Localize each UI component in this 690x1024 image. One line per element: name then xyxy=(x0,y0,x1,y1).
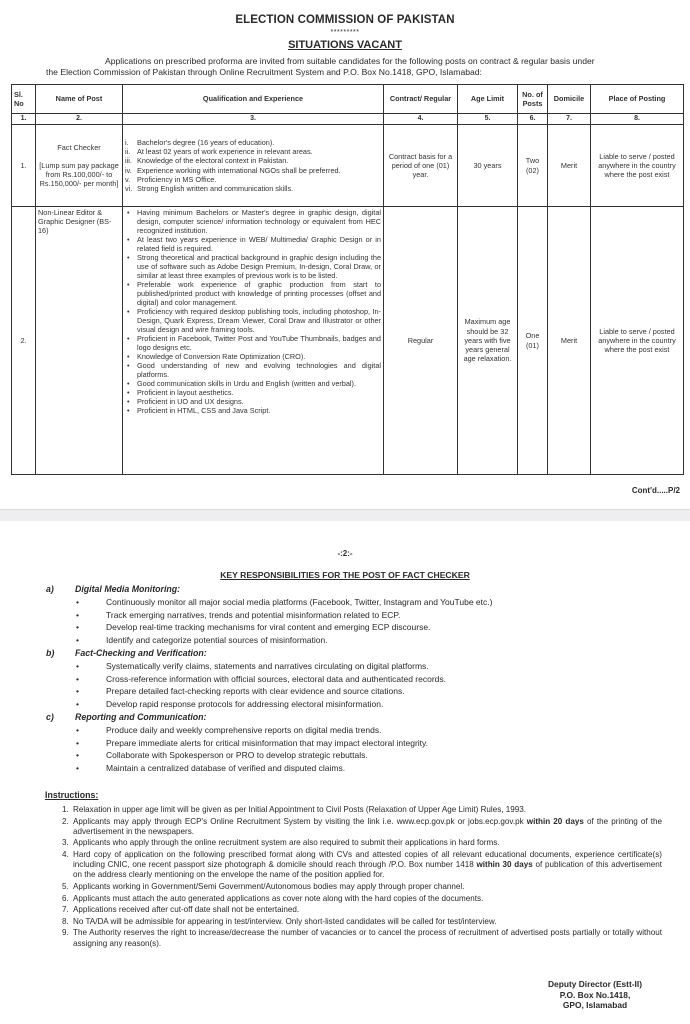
bullet-icon: • xyxy=(127,235,130,244)
qualification-item xyxy=(125,307,381,334)
list-item xyxy=(76,661,446,674)
item-text: of the printing of the advertisement in the newspapers. xyxy=(73,816,663,836)
qualification-item xyxy=(125,175,381,184)
list-item xyxy=(76,622,492,635)
item-text: Knowledge of Conversion Rate Optimization (CRO). xyxy=(137,352,306,361)
item-number: 7. xyxy=(62,905,69,915)
place-of-posting-cell: Liable to serve / posted anywhere in the country where the post exist xyxy=(591,125,684,207)
instructions-heading: Instructions: xyxy=(45,790,99,800)
item-text: Applications received after cut-off date shall not be entertained. xyxy=(73,905,300,915)
item-text: Knowledge of the electoral context in Pakistan. xyxy=(137,156,289,166)
item-text: Applicants who apply through the online recruitment system are also required to submit their applications in hard forms. xyxy=(73,838,500,848)
responsibility-list xyxy=(76,661,446,712)
item-text: Proficiency in MS Office. xyxy=(137,174,217,184)
post-name-cell: Non-Linear Editor & Graphic Designer (BS-16) xyxy=(36,207,123,475)
item-text: Preferable work experience of graphic production from start to published/printed product with knowledge of printing processes (offset and digital) and color management. xyxy=(137,280,381,307)
bullet-icon: • xyxy=(76,673,79,684)
list-item xyxy=(76,674,446,687)
column-number: 8. xyxy=(591,114,684,125)
list-item xyxy=(76,750,428,763)
item-text: The Authority reserves the right to increase/decrease the number of vacancies or to cancel the process of recruitment of advertised posts partially or totally without assigning any reason(s). xyxy=(73,928,662,948)
sl-no-cell: 1. xyxy=(12,125,36,207)
continued-note: Cont'd.....P/2 xyxy=(631,486,680,495)
column-number: 1. xyxy=(12,114,36,125)
vacancies-table xyxy=(11,84,684,475)
item-number: i. xyxy=(125,137,129,147)
column-number: 5. xyxy=(458,114,518,125)
item-text: Cross-reference information with official sources, electoral data and authenticated records. xyxy=(106,673,447,684)
item-text: Proficient in Facebook, Twitter Post and YouTube Thumbnails, badges and logo designs etc. xyxy=(137,334,381,352)
item-text: Maintain a centralized database of verified and disputed claims. xyxy=(106,763,346,774)
item-text: Applicants working in Government/Semi Government/Autonomous bodies may apply through proper channel. xyxy=(73,881,465,891)
section-letter: b) xyxy=(46,648,55,658)
column-number: 7. xyxy=(548,114,591,125)
item-text: Proficient in HTML, CSS and Java Script. xyxy=(137,406,271,415)
section-title: Reporting and Communication: xyxy=(75,712,207,722)
column-number: 3. xyxy=(123,114,384,125)
item-text: Strong theoretical and practical background in graphic design including the use of software such as Adobe Design Premium, In-design, Coral Draw, or similar at least three examples of previous work is to be listed. xyxy=(137,253,381,280)
responsibility-list xyxy=(76,725,428,776)
instruction-item xyxy=(62,805,662,815)
bullet-icon: • xyxy=(76,725,79,735)
list-item xyxy=(76,686,446,699)
header-contract-regular: Contract/ Regular xyxy=(384,85,458,114)
item-number: 6. xyxy=(62,893,69,903)
instruction-item xyxy=(62,838,662,848)
qualification-item xyxy=(125,280,381,307)
item-text: Experience working with international NGOs shall be preferred. xyxy=(137,165,341,175)
bullet-icon: • xyxy=(127,253,130,262)
table-row xyxy=(12,125,684,207)
item-text: Applicants may apply through ECP's Online Recruitment System by visiting the link i.e. www.ecp.gov.pk or jobs.ecp.gov.pk xyxy=(73,816,527,826)
bullet-icon: • xyxy=(76,661,79,671)
bullet-icon: • xyxy=(127,208,130,217)
qualification-cell xyxy=(123,207,384,475)
domicile-cell: Merit xyxy=(548,125,591,207)
item-text: Proficient in layout aesthetics. xyxy=(137,388,234,397)
item-number: 5. xyxy=(62,881,69,891)
bullet-icon: • xyxy=(76,750,79,761)
item-text: Strong English written and communication skills. xyxy=(137,183,294,193)
signature-block xyxy=(520,979,670,1011)
item-number: iii. xyxy=(125,156,132,166)
responsibility-list xyxy=(76,597,492,648)
qualification-item xyxy=(125,166,381,175)
age-limit-cell: Maximum age should be 32 years with five years general age relaxation. xyxy=(458,207,518,475)
instruction-item xyxy=(62,894,662,904)
list-item xyxy=(76,699,446,712)
page-number: -:2:- xyxy=(337,549,353,558)
table-header-row xyxy=(12,85,684,114)
bullet-icon: • xyxy=(76,686,79,697)
qualification-item xyxy=(125,235,381,253)
no-of-posts-cell: One (01) xyxy=(518,207,548,475)
qualification-item xyxy=(125,406,381,415)
item-text: Prepare detailed fact-checking reports with clear evidence and source citations. xyxy=(106,686,405,697)
bullet-icon: • xyxy=(127,280,130,289)
item-text: Good communication skills in Urdu and English (written and verbal). xyxy=(137,379,357,388)
list-item xyxy=(76,610,492,623)
intro-text-line-1: Applications on prescribed proforma are invited from suitable candidates for the following posts on contract & regular basis under xyxy=(105,56,595,66)
item-number: vi. xyxy=(125,183,133,193)
item-bold-text: within 20 days xyxy=(526,816,584,826)
instruction-item xyxy=(62,817,662,837)
contract-cell: Regular xyxy=(384,207,458,475)
item-number: 1. xyxy=(62,805,69,814)
qualification-item xyxy=(125,397,381,406)
instruction-item xyxy=(62,882,662,892)
instruction-item xyxy=(62,928,662,948)
item-number: ii. xyxy=(125,147,131,157)
item-text: Applicants must attach the auto generated applications as cover note along with the hard copies of the documents. xyxy=(73,893,484,903)
instruction-item xyxy=(62,905,662,915)
item-text: Track emerging narratives, trends and potential misinformation related to ECP. xyxy=(106,609,401,620)
item-text: Identify and categorize potential sources of misinformation. xyxy=(106,635,328,646)
page-2 xyxy=(0,521,690,1024)
item-text: Having minimum Bachelors or Master's degree in graphic design, digital design, computer science/ information technology or equivalent from HEC recognized institution. xyxy=(137,208,381,235)
item-text: Develop rapid response protocols for addressing electoral misinformation. xyxy=(106,699,384,710)
bullet-icon: • xyxy=(127,334,130,343)
header-domicile: Domicile xyxy=(548,85,591,114)
item-number: 2. xyxy=(62,816,69,826)
column-number-row xyxy=(12,114,684,125)
instruction-item xyxy=(62,917,662,927)
title-stars-divider: ********* xyxy=(330,29,360,36)
bullet-icon: • xyxy=(127,406,130,415)
list-item xyxy=(76,635,492,648)
document-title: ELECTION COMMISSION OF PAKISTAN xyxy=(235,14,455,26)
qualification-item xyxy=(125,361,381,379)
item-text: Continuously monitor all major social media platforms (Facebook, Twitter, Instagram and YouTube etc.) xyxy=(106,597,493,607)
item-text: Prepare immediate alerts for critical misinformation that may impact electoral integrity. xyxy=(106,737,429,748)
item-text: At least 02 years of work experience in relevant areas. xyxy=(137,147,313,157)
place-of-posting-cell: Liable to serve / posted anywhere in the country where the post exist xyxy=(591,207,684,475)
bullet-icon: • xyxy=(127,397,130,406)
qualification-item xyxy=(125,334,381,352)
document-subtitle: SITUATIONS VACANT xyxy=(288,39,402,51)
list-item xyxy=(76,597,492,610)
item-text: Hard copy of application on the following prescribed format along with CVs and attested copies of all relevant educational documents, experience certificate(s) including CNIC, one recent passport size photograph & domicile should reach through /P.O. Box number 1418 xyxy=(73,849,662,870)
table-row xyxy=(12,207,684,475)
list-item xyxy=(76,738,428,751)
header-qualification: Qualification and Experience xyxy=(123,85,384,114)
bullet-icon: • xyxy=(76,597,79,607)
item-number: iv. xyxy=(125,165,132,175)
bullet-icon: • xyxy=(127,307,130,316)
signatory-po-box: P.O. Box No.1418, xyxy=(559,989,631,1000)
age-limit-cell: 30 years xyxy=(458,125,518,207)
intro-text-line-2: the Election Commission of Pakistan through Online Recruitment System and P.O. Box No.1418, GPO, Islamabad: xyxy=(46,67,482,77)
bullet-icon: • xyxy=(127,361,130,370)
bullet-icon: • xyxy=(127,388,130,397)
page-1 xyxy=(0,0,690,509)
header-age-limit: Age Limit xyxy=(458,85,518,114)
bullet-icon: • xyxy=(76,635,79,646)
qualification-item xyxy=(125,388,381,397)
instruction-item xyxy=(62,850,662,881)
column-number: 6. xyxy=(518,114,548,125)
item-text: of publication of this advertisement on the address clearly mentioning on the envelope the name of the position applied for. xyxy=(73,860,663,880)
signatory-title: Deputy Director (Estt-II) xyxy=(548,979,642,989)
item-number: 4. xyxy=(62,849,69,859)
bullet-icon: • xyxy=(76,737,79,748)
item-text: Collaborate with Spokesperson or PRO to develop strategic rebuttals. xyxy=(106,750,368,761)
post-pay: [Lump sum pay package from Rs.100,000/- to Rs.150,000/- per month] xyxy=(39,160,119,189)
qualification-list xyxy=(125,138,381,193)
qualification-item xyxy=(125,253,381,280)
item-number: v. xyxy=(125,174,131,184)
list-item xyxy=(76,725,428,738)
item-text: Good understanding of new and evolving technologies and digital platforms. xyxy=(137,361,381,379)
header-no-of-posts: No. of Posts xyxy=(518,85,548,114)
header-sl-no: Sl. No xyxy=(12,85,36,114)
bullet-icon: • xyxy=(76,609,79,620)
qualification-item xyxy=(125,156,381,165)
item-number: 3. xyxy=(62,838,69,848)
qualification-item xyxy=(125,147,381,156)
post-name: Fact Checker xyxy=(57,142,101,152)
no-of-posts-cell: Two (02) xyxy=(518,125,548,207)
bullet-icon: • xyxy=(76,763,79,774)
qualification-item xyxy=(125,352,381,361)
domicile-cell: Merit xyxy=(548,207,591,475)
column-number: 4. xyxy=(384,114,458,125)
section-letter: c) xyxy=(46,712,54,722)
qualification-item xyxy=(125,184,381,193)
item-text: Relaxation in upper age limit will be given as per Initial Appointment to Civil Posts (Relaxation of Upper Age Limit) Rules, 1993. xyxy=(73,805,527,814)
header-name-of-post: Name of Post xyxy=(36,85,123,114)
item-text: Develop real-time tracking mechanisms for viral content and emerging ECP discourse. xyxy=(106,622,431,633)
bullet-icon: • xyxy=(127,379,130,388)
post-name-cell xyxy=(36,125,123,207)
qualification-item xyxy=(125,208,381,235)
item-number: 8. xyxy=(62,916,69,926)
bullet-icon: • xyxy=(76,699,79,710)
list-item xyxy=(76,763,428,776)
header-place-of-posting: Place of Posting xyxy=(591,85,684,114)
key-responsibilities-heading: KEY RESPONSIBILITIES FOR THE POST OF FACT CHECKER xyxy=(220,570,470,580)
item-text: No TA/DA will be admissible for appearing in test/interview. Only short-listed candidates will be called for test/interview. xyxy=(73,916,497,926)
item-text: Produce daily and weekly comprehensive reports on digital media trends. xyxy=(106,725,382,735)
qualification-cell xyxy=(123,125,384,207)
item-bold-text: within 30 days xyxy=(476,860,533,870)
sl-no-cell: 2. xyxy=(12,207,36,475)
qualification-item xyxy=(125,138,381,147)
item-text: At least two years experience in WEB/ Multimedia/ Graphic Design or in related field is required. xyxy=(137,235,381,253)
qualification-item xyxy=(125,379,381,388)
item-text: Proficient in UO and UX designs. xyxy=(137,397,244,406)
column-number: 2. xyxy=(36,114,123,125)
item-text: Proficiency with required desktop publishing tools, including photoshop, In-Design, Quark Express, Dream Viewer, Coral Draw and Illustrator or other visual design and wire framing tools. xyxy=(137,307,381,334)
instructions-list xyxy=(62,805,662,950)
section-title: Fact-Checking and Verification: xyxy=(75,648,207,658)
item-text: Bachelor's degree (16 years of education). xyxy=(137,137,275,147)
item-number: 9. xyxy=(62,928,69,938)
section-letter: a) xyxy=(46,584,54,594)
contract-cell: Contract basis for a period of one (01) year. xyxy=(384,125,458,207)
qualification-list xyxy=(125,208,381,415)
section-title: Digital Media Monitoring: xyxy=(75,584,181,594)
signatory-city: GPO, Islamabad xyxy=(562,1000,628,1010)
item-text: Systematically verify claims, statements and narratives circulating on digital platforms. xyxy=(106,661,429,671)
bullet-icon: • xyxy=(76,622,79,633)
bullet-icon: • xyxy=(127,352,130,361)
